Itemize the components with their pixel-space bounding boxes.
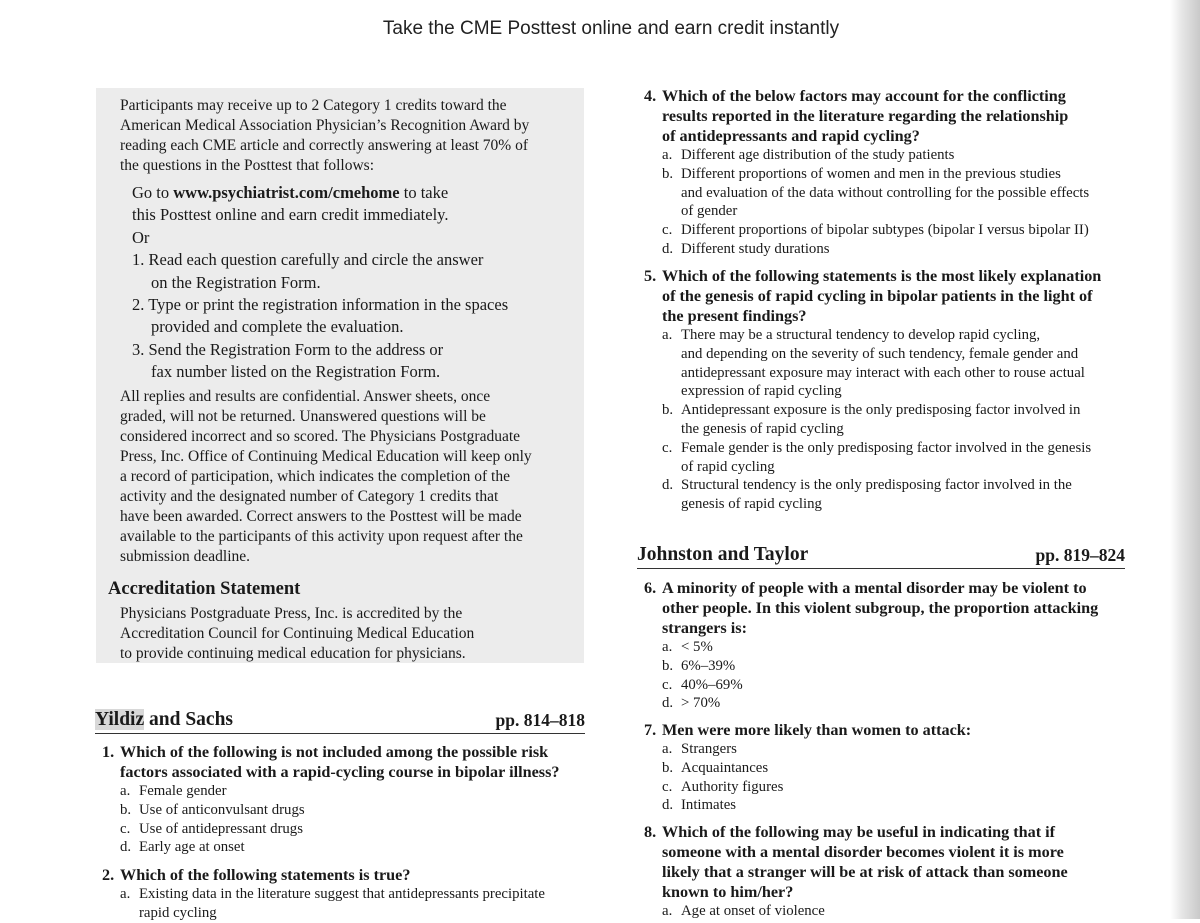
option-b[interactable]: b. Acquaintances bbox=[662, 759, 769, 776]
option-a[interactable]: a. Female gender bbox=[120, 783, 227, 799]
go-online-line: Go to www.psychiatrist.com/cmehome to take bbox=[132, 183, 449, 202]
option-c[interactable]: c. Female gender is the only predisposing factor involved in the genesis of rapid cycling bbox=[662, 439, 1092, 475]
accreditation-title: Accreditation Statement bbox=[108, 578, 301, 599]
option-c[interactable]: c. Different proportions of bipolar subtypes (bipolar I versus bipolar II) bbox=[662, 222, 1089, 239]
option-c[interactable]: c. Use of antidepressant drugs bbox=[120, 820, 303, 837]
instructions-box bbox=[96, 88, 584, 663]
question-6 bbox=[644, 578, 1134, 713]
section-pages: pp. 819–824 bbox=[1035, 545, 1125, 565]
step-3: 3. Send the Registration Form to the address or fax number listed on the Registration Form. bbox=[132, 339, 444, 382]
question-text: 2. Which of the following statements is true? bbox=[102, 866, 411, 884]
step-1: 1. Read each question carefully and circle the answer on the Registration Form. bbox=[132, 250, 484, 292]
option-c[interactable]: c. Authority figures bbox=[662, 778, 784, 795]
section-author: Yildiz and Sachs bbox=[95, 709, 233, 730]
cme-url-link[interactable]: www.psychiatrist.com/cmehome bbox=[173, 183, 400, 202]
option-d[interactable]: d. > 70% bbox=[662, 695, 721, 712]
option-a[interactable]: a. Strangers bbox=[662, 741, 737, 757]
question-5 bbox=[644, 266, 1144, 514]
option-a[interactable]: a. Existing data in the literature suggest that antidepressants precipitate rapid cycling bbox=[120, 886, 545, 921]
question-1 bbox=[102, 742, 602, 857]
question-text: 7. Men were more likely than women to attack: bbox=[644, 721, 972, 739]
question-text: 8. Which of the following may be useful in indicating that if someone with a mental disorder becomes violent it is more likely that a stranger will be at risk of attack than someone known to him/her? bbox=[644, 823, 1068, 901]
question-text: 4. Which of the below factors may account for the conflicting results reported in the literature regarding the relationship of antidepressants and rapid cycling? bbox=[644, 87, 1069, 145]
page-header: Take the CME Posttest online and earn credit instantly bbox=[382, 18, 840, 39]
option-a[interactable]: a. < 5% bbox=[662, 639, 713, 655]
question-text: 5. Which of the following statements is the most likely explanation of the genesis of rapid cycling in bipolar patients in the light of the present findings? bbox=[644, 267, 1102, 325]
confidential-paragraph: All replies and results are confidential. Answer sheets, once graded, will not be returned. Unanswered questions will be considered incorrect and so scored. The Physicians Postgraduate Press, Inc. Office of Continuing Medical Education will keep only a record of participation, which indicates the completion of the activity and the designated number of Category 1 credits that have been awarded. Correct answers to the Posttest will be made available to the participants of this activity upon request after the submission deadline. bbox=[120, 387, 532, 565]
question-text: 1. Which of the following is not included among the possible risk factors associated with a rapid-cycling course in bipolar illness? bbox=[102, 743, 560, 781]
section-header-johnston bbox=[637, 543, 1125, 569]
question-8 bbox=[644, 822, 1134, 921]
option-d[interactable]: d. Intimates bbox=[662, 797, 737, 814]
option-c[interactable]: c. 40%–69% bbox=[662, 676, 743, 693]
option-b[interactable]: b. 6%–39% bbox=[662, 657, 736, 674]
option-b[interactable]: b. Antidepressant exposure is the only predisposing factor involved in the genesis of rapid cycling bbox=[662, 402, 1081, 437]
step-2: 2. Type or print the registration information in the spaces provided and complete the evaluation. bbox=[132, 295, 509, 337]
question-4 bbox=[644, 86, 1134, 259]
question-7 bbox=[644, 720, 1134, 815]
question-2 bbox=[102, 865, 602, 923]
scrollbar-edge[interactable] bbox=[1170, 0, 1200, 919]
option-a[interactable]: a. Different age distribution of the study patients bbox=[662, 147, 955, 163]
option-d[interactable]: d. Different study durations bbox=[662, 240, 830, 257]
option-d[interactable]: d. Structural tendency is the only predisposing factor involved in the genesis of rapid cycling bbox=[662, 477, 1072, 513]
steps-list: Go to www.psychiatrist.com/cmehome to take this Posttest online and earn credit immediately. Or 1. Read each question carefully and circle the answer on the Registration Form. 2. Type or print the registration information in the spaces provided and complete the evaluation. 3. Send the Registration Form to the address or fax number listed on the Registration Form. bbox=[132, 182, 562, 384]
section-pages: pp. 814–818 bbox=[495, 710, 585, 730]
option-d[interactable]: d. Early age at onset bbox=[120, 839, 245, 856]
option-a[interactable]: a. Age at onset of violence bbox=[662, 903, 825, 919]
section-author: Johnston and Taylor bbox=[637, 544, 809, 565]
or-label: Or bbox=[132, 227, 150, 247]
option-b[interactable]: b. Use of anticonvulsant drugs bbox=[120, 801, 305, 818]
option-b[interactable]: b. Different proportions of women and men in the previous studies and evaluation of the data without controlling for the possible effects of gender bbox=[662, 165, 1090, 220]
question-text: 6. A minority of people with a mental disorder may be violent to other people. In this violent subgroup, the proportion attacking strangers is: bbox=[644, 579, 1099, 637]
option-a[interactable]: a. There may be a structural tendency to develop rapid cycling, and depending on the severity of such tendency, female gender and antidepressant exposure may interact with each other to rouse actual expression of rapid cycling bbox=[662, 327, 1085, 400]
intro-paragraph: Participants may receive up to 2 Category 1 credits toward the American Medical Association Physician’s Recognition Award by reading each CME article and correctly answering at least 70% of the questions in the Posttest that follows: bbox=[120, 97, 530, 174]
section-header-yildiz bbox=[95, 708, 585, 734]
accreditation-body: Physicians Postgraduate Press, Inc. is accredited by the Accreditation Council for Continuing Medical Education to provide continuing medical education for physicians. bbox=[120, 604, 475, 662]
